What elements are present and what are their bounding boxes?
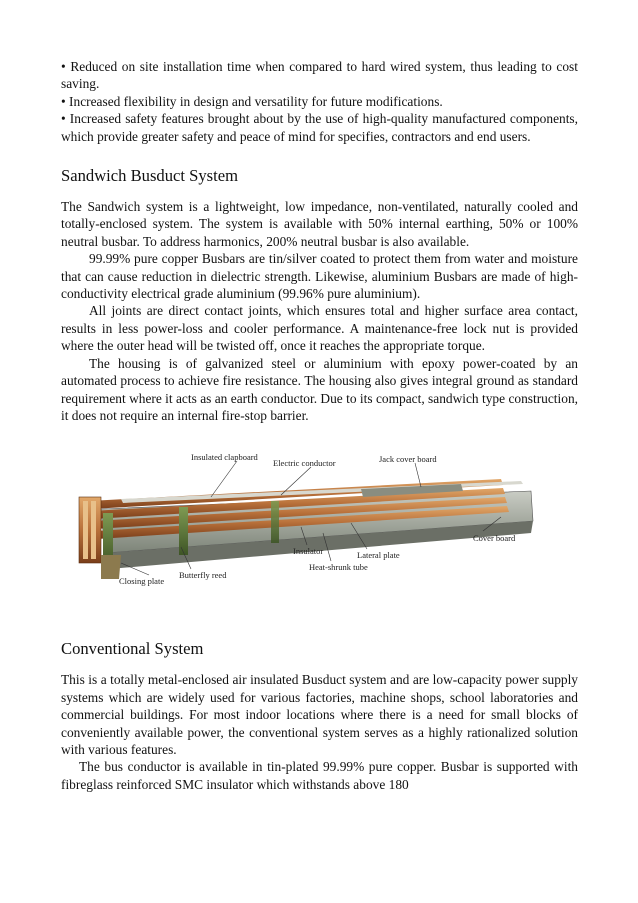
section-heading-conventional: Conventional System	[61, 639, 204, 659]
busduct-diagram	[61, 451, 578, 598]
paragraph: 99.99% pure copper Busbars are tin/silver coated to protect them from water and moisture that can cause reduction in dielectric strength. Likewise, aluminium Busbars are made of high-conductivity electrical grade aluminium (99.96% pure aluminium).	[61, 251, 578, 302]
paragraph: This is a totally metal-enclosed air insulated Busduct system and are low-capacity power supply systems which are widely used for various factories, machine shops, school laboratories and commercial buildings. For most indoor locations where there is a need for small blocks of conveniently available power, the conventional system serves as a highly rationalized solution with various features.	[61, 672, 578, 757]
bullet-item: • Increased flexibility in design and versatility for future modifications.	[61, 93, 443, 109]
label-insulated-clapboard: Insulated clapboard	[191, 452, 258, 463]
busduct-illustration	[61, 451, 578, 598]
label-electric-conductor: Electric conductor	[273, 458, 336, 469]
label-butterfly-reed: Butterfly reed	[179, 570, 227, 581]
document-page	[61, 58, 578, 793]
label-insulator: Insulator	[293, 546, 324, 557]
paragraph: The Sandwich system is a lightweight, low impedance, non-ventilated, naturally cooled and totally-enclosed system. The system is available with 50% internal earthing, 50% or 100% neutral busbar. To address harmonics, 200% neutral busbar is also available.	[61, 199, 578, 249]
paragraph: All joints are direct contact joints, which ensures total and higher surface area contact, results in less power-loss and cooler performance. A maintenance-free lock nut is provided where the outer head will be twisted off, once it reaches the appropriate torque.	[61, 303, 578, 354]
label-heat-shrunk-tube: Heat-shrunk tube	[309, 562, 368, 573]
bullet-item: • Reduced on site installation time when compared to hard wired system, thus leading to cost saving.	[61, 59, 578, 92]
bullet-item: • Increased safety features brought about by the use of high-quality manufactured components, which provide greater safety and peace of mind for specifies, contractors and end users.	[61, 111, 578, 144]
label-lateral-plate: Lateral plate	[357, 550, 400, 561]
label-cover-board: Cover board	[473, 533, 516, 544]
paragraph: The housing is of galvanized steel or aluminium with epoxy power-coated by an automated process to achieve fire resistance. The housing also gives integral ground as standard requirement where it acts as an earth conductor. Due to its compact, sandwich type construction, it does not require an internal fire-stop barrier.	[61, 355, 578, 423]
paragraph: The bus conductor is available in tin-plated 99.99% pure copper. Busbar is supported with fibreglass reinforced SMC insulator which withstands above 180	[61, 759, 578, 792]
label-jack-cover-board: Jack cover board	[379, 454, 437, 465]
benefits-list	[61, 58, 578, 145]
section-heading-sandwich: Sandwich Busduct System	[61, 166, 238, 186]
label-closing-plate: Closing plate	[119, 576, 165, 587]
